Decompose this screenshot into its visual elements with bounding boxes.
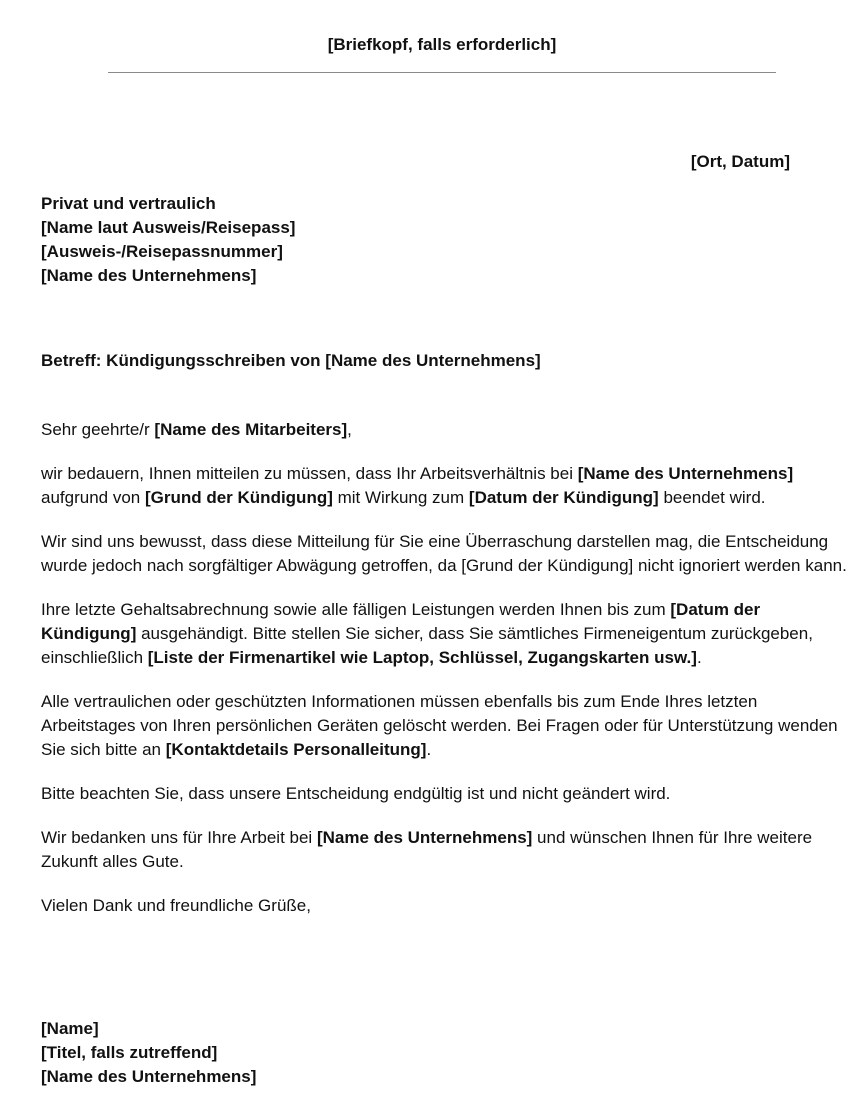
place-date: [Ort, Datum]	[690, 152, 790, 171]
p1-text-1: wir bedauern, Ihnen mitteilen zu müssen, dass Ihr Arbeitsverhältnis bei	[41, 464, 578, 483]
p3-date: [Datum der Kündigung]	[41, 600, 761, 643]
p4-hr-contact: [Kontaktdetails Personalleitung]	[165, 740, 427, 759]
paragraph-6	[41, 826, 851, 874]
closing: Vielen Dank und freundliche Grüße,	[41, 896, 311, 915]
p6-company: [Name des Unternehmens]	[316, 828, 533, 847]
salutation	[41, 418, 851, 442]
recipient-name: [Name laut Ausweis/Reisepass]	[41, 218, 296, 237]
salutation-suffix: ,	[347, 420, 352, 439]
p6-text-1: Wir bedanken uns für Ihre Arbeit bei	[41, 828, 317, 847]
signature-name: [Name]	[41, 1019, 99, 1038]
paragraph-2: Wir sind uns bewusst, dass diese Mitteilung für Sie eine Überraschung darstellen mag, die Entscheidung wurde jedoch nach sorgfältiger Abwägung getroffen, da [Grund der Kündigung] nicht ignoriert werden kann.	[41, 532, 847, 575]
letterhead: [Briefkopf, falls erforderlich]	[327, 35, 557, 54]
p3-text-2: ausgehändigt. Bitte stellen Sie sicher, dass Sie sämtliches Firmeneigentum zurückgeben, einschließlich	[41, 624, 813, 667]
subject-line: Betreff: Kündigungsschreiben von [Name des Unternehmens]	[41, 351, 541, 370]
paragraph-5: Bitte beachten Sie, dass unsere Entscheidung endgültig ist und nicht geändert wird.	[41, 784, 671, 803]
p1-date: [Datum der Kündigung]	[468, 488, 659, 507]
p4-text-1: Alle vertraulichen oder geschützten Informationen müssen ebenfalls bis zum Ende Ihres letzten Arbeitstages von Ihren persönlichen Geräten gelöscht werden. Bei Fragen oder für Unterstützung wenden Sie sich bitte an	[41, 692, 838, 759]
p3-text-1: Ihre letzte Gehaltsabrechnung sowie alle fälligen Leistungen werden Ihnen bis zum	[41, 600, 671, 619]
salutation-prefix: Sehr geehrte/r	[41, 420, 155, 439]
p1-text-3: mit Wirkung zum	[332, 488, 469, 507]
confidential-line: Privat und vertraulich	[41, 194, 216, 213]
p1-reason: [Grund der Kündigung]	[144, 488, 333, 507]
recipient-block	[41, 192, 851, 288]
letter-body	[41, 418, 851, 938]
signature-company: [Name des Unternehmens]	[41, 1067, 257, 1086]
p3-item-list: [Liste der Firmenartikel wie Laptop, Schlüssel, Zugangskarten usw.]	[147, 648, 697, 667]
signature-block	[41, 1017, 851, 1089]
recipient-company: [Name des Unternehmens]	[41, 266, 257, 285]
p1-company: [Name des Unternehmens]	[577, 464, 794, 483]
recipient-id-number: [Ausweis-/Reisepassnummer]	[41, 242, 283, 261]
signature-title: [Titel, falls zutreffend]	[41, 1043, 218, 1062]
p3-text-3: .	[696, 648, 702, 667]
p1-text-4: beendet wird.	[658, 488, 766, 507]
p6-text-2: und wünschen Ihnen für Ihre weitere Zukunft alles Gute.	[41, 828, 813, 871]
paragraph-4	[41, 690, 851, 762]
letterhead-divider	[108, 72, 776, 73]
paragraph-1	[41, 462, 851, 510]
p1-text-2: aufgrund von	[41, 488, 145, 507]
paragraph-3	[41, 598, 851, 670]
p4-text-2: .	[426, 740, 432, 759]
employee-name: [Name des Mitarbeiters]	[154, 420, 348, 439]
